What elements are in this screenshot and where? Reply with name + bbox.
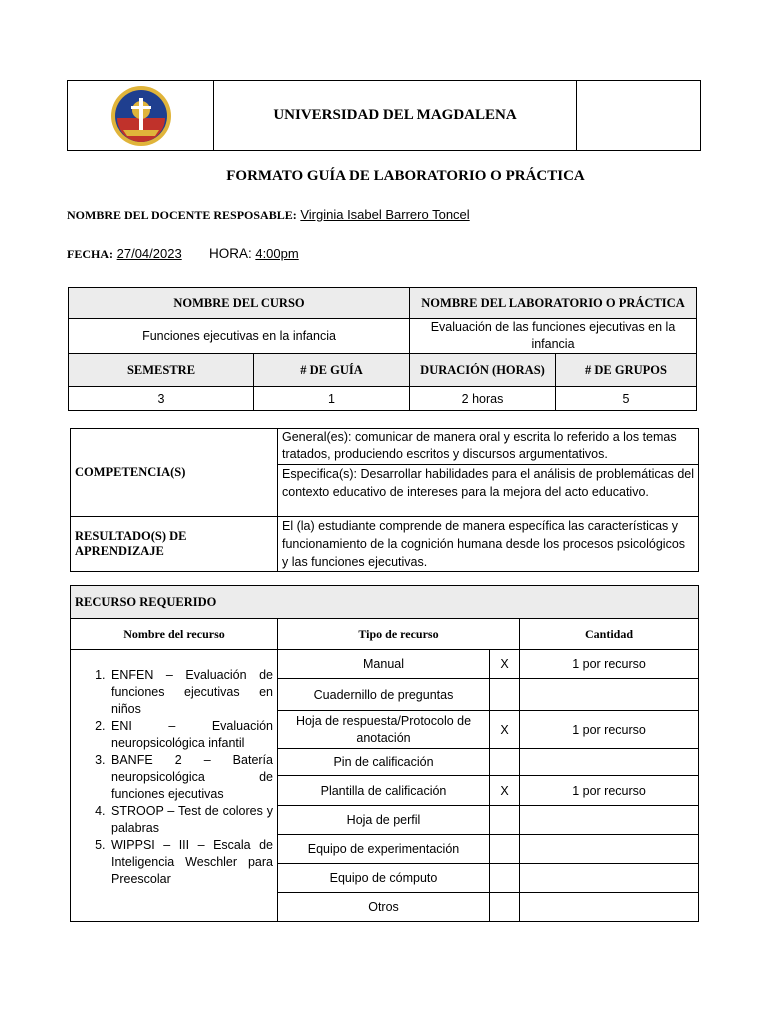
university-seal-icon bbox=[109, 84, 173, 148]
header-table bbox=[67, 80, 701, 151]
header-laboratorio: NOMBRE DEL LABORATORIO O PRÁCTICA bbox=[410, 288, 697, 319]
header-tipo-recurso: Tipo de recurso bbox=[278, 619, 520, 650]
cantidad-cell: 1 por recurso bbox=[520, 711, 699, 749]
resultado-value: El (la) estudiante comprende de manera específica las características y funcionamiento de la cognición humana desde los procesos psicológicos y las funciones ejecutivas. bbox=[278, 517, 699, 572]
header-guia: # DE GUÍA bbox=[254, 354, 410, 387]
tipo-cell: Equipo de cómputo bbox=[278, 864, 490, 893]
header-cantidad: Cantidad bbox=[520, 619, 699, 650]
hora-label: HORA: bbox=[208, 246, 252, 261]
cantidad-cell: 1 por recurso bbox=[520, 776, 699, 806]
check-cell bbox=[490, 679, 520, 711]
check-cell bbox=[490, 864, 520, 893]
check-cell: X bbox=[490, 711, 520, 749]
competencia-general: General(es): comunicar de manera oral y escrita lo referido a los temas tratados, produciendo escritos y discursos argumentativos. bbox=[278, 429, 699, 465]
competencia-table bbox=[70, 428, 699, 572]
check-cell: X bbox=[490, 650, 520, 679]
cantidad-cell bbox=[520, 835, 699, 864]
logo-cell bbox=[68, 81, 214, 151]
semestre-value: 3 bbox=[69, 387, 254, 411]
course-table bbox=[68, 287, 697, 411]
laboratorio-value: Evaluación de las funciones ejecutivas en la infancia bbox=[410, 319, 697, 354]
check-cell bbox=[490, 893, 520, 922]
docente-value: Virginia Isabel Barrero Toncel bbox=[300, 207, 470, 222]
list-item: 1. ENFEN – Evaluación de funciones ejecutivas en niños bbox=[109, 667, 273, 718]
check-cell bbox=[490, 835, 520, 864]
fecha-label: FECHA: bbox=[67, 247, 113, 261]
grupos-value: 5 bbox=[556, 387, 697, 411]
resultado-label: RESULTADO(S) DE APRENDIZAJE bbox=[71, 517, 278, 572]
tipo-cell: Cuadernillo de preguntas bbox=[278, 679, 490, 711]
list-item: 4. STROOP – Test de colores y palabras bbox=[109, 803, 273, 837]
docente-label: NOMBRE DEL DOCENTE RESPOSABLE: bbox=[67, 208, 297, 222]
duracion-value: 2 horas bbox=[410, 387, 556, 411]
check-cell: X bbox=[490, 776, 520, 806]
hora-value: 4:00pm bbox=[255, 246, 299, 261]
docente-line bbox=[67, 207, 470, 223]
curso-value: Funciones ejecutivas en la infancia bbox=[69, 319, 410, 354]
cantidad-cell bbox=[520, 893, 699, 922]
tipo-cell: Pin de calificación bbox=[278, 749, 490, 776]
list-item: 2. ENI – Evaluación neuropsicológica infantil bbox=[109, 718, 273, 752]
fecha-value: 27/04/2023 bbox=[116, 246, 182, 261]
cantidad-cell bbox=[520, 679, 699, 711]
header-curso: NOMBRE DEL CURSO bbox=[69, 288, 410, 319]
cantidad-cell bbox=[520, 806, 699, 835]
recurso-table bbox=[70, 585, 699, 922]
cantidad-cell bbox=[520, 864, 699, 893]
recurso-title: RECURSO REQUERIDO bbox=[71, 586, 699, 619]
header-grupos: # DE GRUPOS bbox=[556, 354, 697, 387]
cantidad-cell: 1 por recurso bbox=[520, 650, 699, 679]
tipo-cell: Hoja de perfil bbox=[278, 806, 490, 835]
fecha-line bbox=[67, 246, 299, 262]
header-duracion: DURACIÓN (HORAS) bbox=[410, 354, 556, 387]
header-semestre: SEMESTRE bbox=[69, 354, 254, 387]
recurso-list bbox=[75, 667, 273, 888]
tipo-cell: Plantilla de calificación bbox=[278, 776, 490, 806]
check-cell bbox=[490, 806, 520, 835]
recurso-nombres bbox=[71, 650, 278, 922]
check-cell bbox=[490, 749, 520, 776]
list-item: 3. BANFE 2 – Batería neuropsicológica de funciones ejecutivas bbox=[109, 752, 273, 803]
university-name: UNIVERSIDAD DEL MAGDALENA bbox=[214, 81, 577, 151]
cantidad-cell bbox=[520, 749, 699, 776]
header-nombre-recurso: Nombre del recurso bbox=[71, 619, 278, 650]
list-item: 5. WIPPSI – III – Escala de Inteligencia Weschler para Preescolar bbox=[109, 837, 273, 888]
tipo-cell: Equipo de experimentación bbox=[278, 835, 490, 864]
tipo-cell: Manual bbox=[278, 650, 490, 679]
guia-value: 1 bbox=[254, 387, 410, 411]
header-empty-cell bbox=[577, 81, 701, 151]
tipo-cell: Otros bbox=[278, 893, 490, 922]
competencia-especifica: Especifica(s): Desarrollar habilidades para el análisis de problemáticas del contexto educativo de intereses para la mejora del acto educativo. bbox=[278, 465, 699, 517]
tipo-cell: Hoja de respuesta/Protocolo de anotación bbox=[278, 711, 490, 749]
page-title: FORMATO GUÍA DE LABORATORIO O PRÁCTICA bbox=[226, 168, 585, 184]
competencia-label: COMPETENCIA(S) bbox=[71, 429, 278, 517]
